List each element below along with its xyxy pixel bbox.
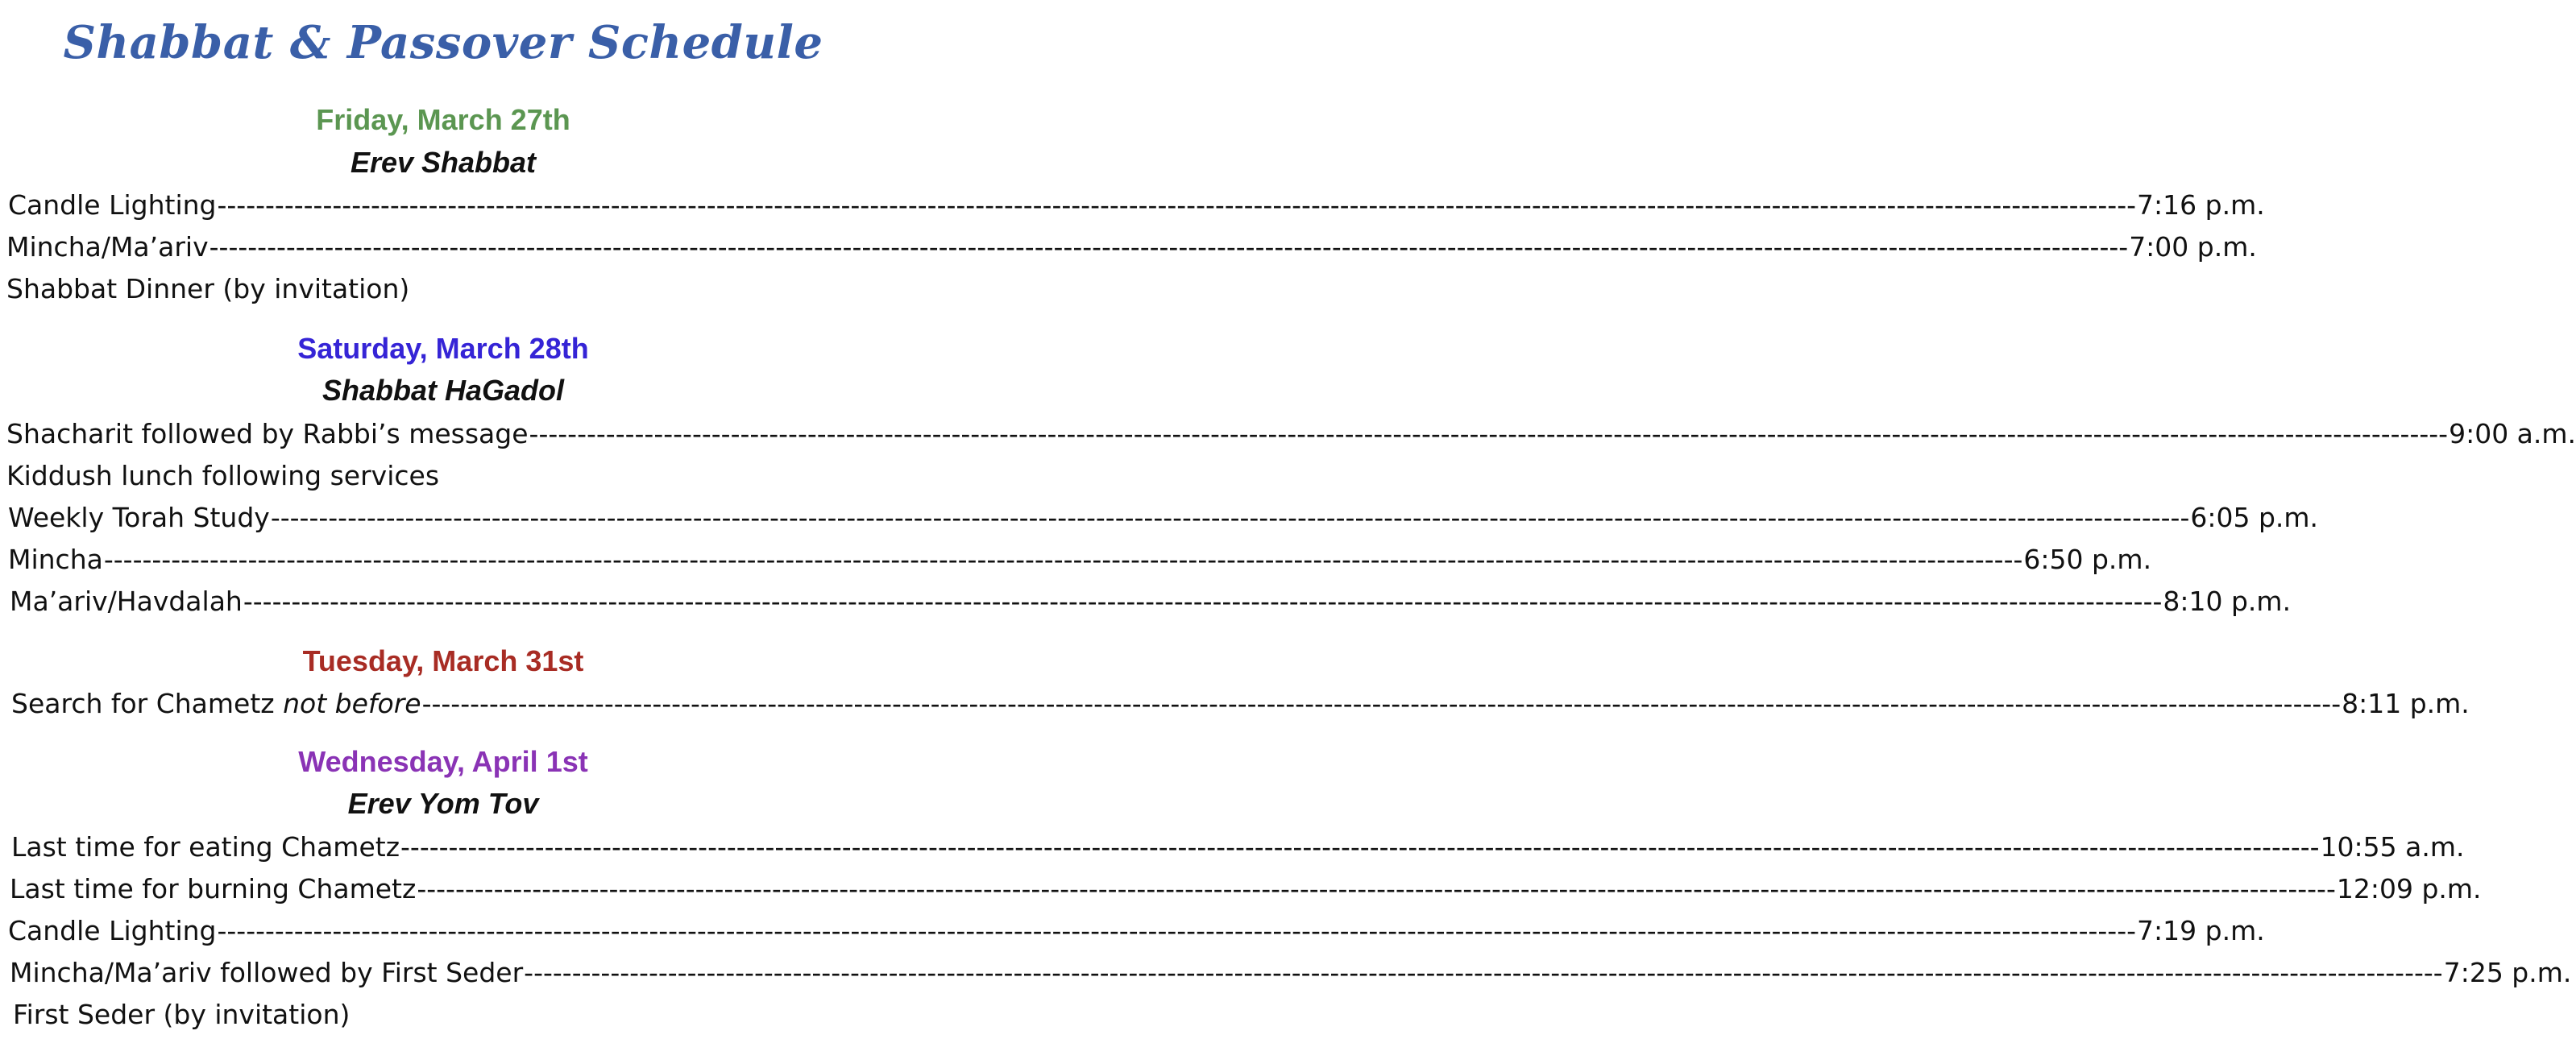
event-label: Weekly Torah Study [8,501,270,533]
event-time: 7:19 p.m. [2137,914,2265,946]
schedule-row [6,412,2576,454]
schedule-row [10,580,2292,622]
schedule-row [6,267,877,309]
event-label: Last time for eating Chametz [11,830,400,863]
dot-leader: -------------------------------------------------------------------------------------------------------------------------------------------------------------------------------------------------------- [421,687,2342,719]
event-time: 9:00 a.m. [2449,417,2576,449]
event-time: 8:10 p.m. [2163,585,2292,617]
subtitle-erev-shabbat: Erev Shabbat [350,146,537,179]
event-time: 7:25 p.m. [2443,956,2572,988]
event-label: Mincha [8,543,103,575]
dot-leader: -------------------------------------------------------------------------------------------------------------------------------------------------------------------------------------------------------- [417,872,2336,904]
schedule-row [10,867,2482,909]
dot-leader: -------------------------------------------------------------------------------------------------------------------------------------------------------------------------------------------------------- [524,956,2443,988]
schedule-row [11,682,2470,724]
event-label: Mincha/Ma’ariv followed by First Seder [10,956,524,988]
schedule-row [6,454,877,496]
dot-leader: -------------------------------------------------------------------------------------------------------------------------------------------------------------------------------------------------------- [217,914,2137,946]
schedule-row [11,826,2465,867]
page-title: Shabbat & Passover Schedule [63,16,823,69]
subtitle-erev-yom-tov: Erev Yom Tov [347,787,539,820]
subtitle-shabbat-hagadol: Shabbat HaGadol [321,374,565,407]
event-label: Kiddush lunch following services [6,459,440,491]
event-time: 8:11 p.m. [2342,687,2470,719]
event-label: Shabbat Dinner (by invitation) [6,272,410,304]
event-time: 6:50 p.m. [2023,543,2152,575]
schedule-row [6,226,2257,267]
event-time: 7:16 p.m. [2137,188,2265,221]
schedule-row [10,951,2572,993]
event-label: Mincha/Ma’ariv [6,230,209,263]
event-label: Ma’ariv/Havdalah [10,585,243,617]
event-label-italic: not before [283,687,421,719]
schedule-row [13,993,875,1035]
dot-leader: -------------------------------------------------------------------------------------------------------------------------------------------------------------------------------------------------------- [209,230,2129,263]
event-label: First Seder (by invitation) [13,998,351,1030]
schedule-row [8,538,2152,580]
event-time: 7:00 p.m. [2129,230,2257,263]
day-heading-tuesday: Tuesday, March 31st [302,644,584,677]
dot-leader: -------------------------------------------------------------------------------------------------------------------------------------------------------------------------------------------------------- [103,543,2023,575]
event-label: Shacharit followed by Rabbi’s message [6,417,529,449]
dot-leader: -------------------------------------------------------------------------------------------------------------------------------------------------------------------------------------------------------- [217,188,2137,221]
dot-leader: -------------------------------------------------------------------------------------------------------------------------------------------------------------------------------------------------------- [243,585,2163,617]
event-label-text: Search for Chametz [11,687,284,719]
schedule-row [8,184,2265,226]
schedule-row [8,909,2265,951]
dot-leader: -------------------------------------------------------------------------------------------------------------------------------------------------------------------------------------------------------- [400,830,2320,863]
schedule-row [8,496,2319,538]
day-heading-wednesday: Wednesday, April 1st [298,745,588,778]
event-time: 6:05 p.m. [2190,501,2319,533]
event-label: Candle Lighting [8,188,217,221]
event-time: 12:09 p.m. [2336,872,2482,904]
day-heading-saturday: Saturday, March 28th [297,332,589,365]
dot-leader: -------------------------------------------------------------------------------------------------------------------------------------------------------------------------------------------------------- [270,501,2190,533]
event-time: 10:55 a.m. [2320,830,2465,863]
event-label [11,688,421,719]
dot-leader: -------------------------------------------------------------------------------------------------------------------------------------------------------------------------------------------------------- [529,417,2449,449]
event-label: Candle Lighting [8,914,217,946]
day-heading-friday: Friday, March 27th [316,103,570,136]
event-label: Last time for burning Chametz [10,872,417,904]
